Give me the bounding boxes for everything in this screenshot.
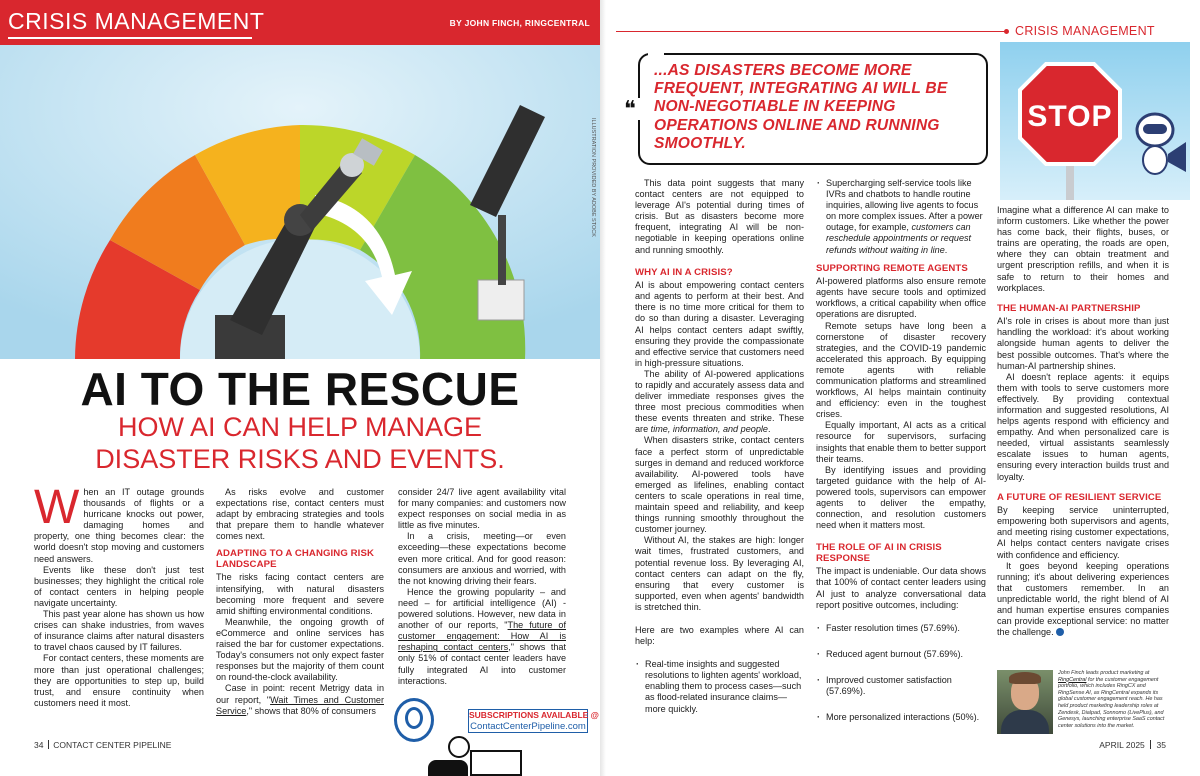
outcome-item: · Reduced agent burnout (57.69%). xyxy=(816,649,986,660)
megaphone-icon xyxy=(1168,142,1186,172)
footer-divider xyxy=(1150,740,1151,749)
stop-sign-text: STOP xyxy=(1027,100,1113,133)
pull-quote-text: ...AS DISASTERS BECOME MORE FREQUENT, INTEGRATING AI WILL BE NON-NEGOTIABLE IN KEEPING OPERATIONS ONLINE AND RUNNING SMOOTHLY. xyxy=(654,62,948,152)
heading-remote-agents: SUPPORTING REMOTE AGENTS xyxy=(816,262,968,274)
heading-resilient-service: A FUTURE OF RESILIENT SERVICE xyxy=(997,491,1162,503)
subscription-ad[interactable] xyxy=(386,686,599,776)
laptop-figure-icon xyxy=(428,736,528,776)
right-col2-para: Equally important, AI acts as a critical resource for supervisors, surfacing insights that enable them to better support their teams. xyxy=(816,420,986,464)
stop-illustration xyxy=(1000,42,1190,200)
right-col2-para: The impact is undeniable. Our data shows that 100% of contact center leaders using AI just to analyze conversational data report positive outcomes, including: xyxy=(816,566,986,610)
ad-text-box xyxy=(468,709,599,733)
right-section-bullet xyxy=(1004,29,1009,34)
list-item: · Supercharging self-service tools like IVRs and chatbots to handle routine inquiries, allowing live agents to focus on more complex issues. After a power outage, for example, customers can reschedule appointments or request refunds without waiting in line. xyxy=(816,178,986,256)
footer-divider xyxy=(48,740,49,749)
left-section-underline xyxy=(8,37,252,39)
headline: AI TO THE RESCUE xyxy=(80,363,520,415)
drop-cap: W xyxy=(34,481,80,534)
left-column-3 xyxy=(398,487,566,687)
outcome-item: · More personalized interactions (50%). xyxy=(816,712,986,723)
right-col2-para: By identifying issues and providing targeted guidance with the help of AI-powered tools, supervisors can empower agents to deliver the empathy, connection, and resolution customers need when it matters most. xyxy=(816,464,986,531)
left-section-header xyxy=(0,0,600,45)
left-col2-para: The risks facing contact centers are intensifying, with natural disasters becoming more frequent and severe amid shifting environmental conditions. xyxy=(216,572,384,616)
left-col1-para: For contact centers, these moments are more than just operational challenges; they are opportunities to step up, build trust, and ensure continuity when customers need it most. xyxy=(34,653,204,708)
machine-base xyxy=(478,280,524,320)
right-section-title: CRISIS MANAGEMENT xyxy=(1015,24,1155,38)
outcome-item: · Faster resolution times (57.69%). xyxy=(816,623,986,634)
page-gutter xyxy=(600,0,606,776)
right-section-rule xyxy=(616,31,1006,32)
left-col3-para: In a crisis, meeting—or even exceeding—these expectations become even more critical. And for good reason: consumers are anxious and worried, with the not knowing driving their fears. xyxy=(398,531,566,586)
author-photo xyxy=(997,670,1053,734)
machine-post xyxy=(498,215,506,285)
right-col1-para: AI is about empowering contact centers and agents to perform at their best. And there is no time more critical for them to do so than during a disaster. Leveraging AI helps contact centers adapt swiftly, ensuring they provide the compassionate and effective service that customers need in high-pressure situations. xyxy=(635,280,804,368)
heading-role-of-ai: THE ROLE OF AI IN CRISIS RESPONSE xyxy=(816,542,942,564)
right-col1-para: Without AI, the stakes are high: longer wait times, frustrated customers, and potential revenue loss. By leveraging AI, contact centers can adapt on the fly, ensuring that every customer is supported, even when agents' bandwidth is stretched thin. xyxy=(635,535,804,612)
right-column-2 xyxy=(816,178,986,731)
robot-body xyxy=(1143,146,1167,174)
heading-human-ai: THE HUMAN-AI PARTNERSHIP xyxy=(997,302,1141,314)
heading-why-ai: WHY AI IN A CRISIS? xyxy=(635,266,733,278)
examples-list-continued xyxy=(816,178,986,256)
left-col1-para: This past year alone has shown us how crises can shake industries, from waves of insurance claims after natural disasters to travel chaos caused by IT failures. xyxy=(34,609,204,653)
left-column-1 xyxy=(34,481,204,709)
left-col2-para: Meanwhile, the ongoing growth of eCommerce and online services has raised the bar for customer expectations. Today's consumers not only expect faster responses but the majority of them count on round-the-clock availability. xyxy=(216,616,384,683)
subhead-line2: DISASTER RISKS AND EVENTS. xyxy=(95,444,505,474)
right-col1-para: When disasters strike, contact centers face a perfect storm of unpredictable surges in demand and reduced workforce availability. AI-powered tools have emerged as lifelines, enabling contact centers to scale operations in real time, maintain speed and reliability, and keep things running smoothly throughout the customer journey. xyxy=(635,435,804,535)
right-col3-para: Imagine what a difference AI can make to inform customers. Like whether the power has come back, their flights, buses, or trains are operating, the roads are open, where they can obtain treatment and urgent prescription refills, and when it is safe to return to their homes and workplaces. xyxy=(997,205,1169,293)
right-col3-para: AI's role in crises is about more than just handling the workload: it's about working alongside human agents to deliver the best possible outcomes. That's where the human-AI partnership shines. xyxy=(997,316,1169,371)
right-page-number: 35 xyxy=(1156,740,1166,750)
ad-line2[interactable]: ContactCenterPipeline.com xyxy=(470,721,586,732)
quote-icon: ❝ xyxy=(624,98,642,120)
link-future-engagement-report[interactable]: The future of customer engagement: How AI is reshaping contact centers xyxy=(398,620,567,653)
hero-illustration xyxy=(0,45,600,359)
left-publication-name: CONTACT CENTER PIPELINE xyxy=(53,740,172,750)
left-column-2 xyxy=(216,487,384,717)
ad-line1: SUBSCRIPTIONS AVAILABLE @ xyxy=(469,710,599,720)
robot-visor xyxy=(1143,124,1167,134)
examples-list xyxy=(635,659,804,714)
left-col1-para: hen an IT outage grounds thousands of flights or a hurricane knocks out power, damaging homes and property, one thing becomes clear: the world doesn't stop moving and customers need answers. xyxy=(34,487,204,564)
left-footer xyxy=(34,740,171,750)
right-footer xyxy=(1099,740,1166,750)
gauge-robot-illustration xyxy=(0,45,600,359)
left-col2-para: Case in point: recent Metrigy data in our report, "Wait Times and Customer Service," shows that 80% of consumers xyxy=(216,683,384,716)
right-col1-para: This data point suggests that many contact centers are not equipped to leverage AI's potential during times of crisis. But as disasters become more frequent, integrating AI will be non-negotiable in keeping operations online and running smoothly. xyxy=(635,178,804,255)
end-mark-icon xyxy=(1056,628,1064,636)
right-col2-para: AI-powered platforms also ensure remote agents have secure tools and optimized workflows, a critical capability when office operations are disrupted. xyxy=(816,276,986,320)
left-col3-para: consider 24/7 live agent availability vital for many companies: and customers now expect responses on social media in as little as five minutes. xyxy=(398,487,566,531)
left-col2-para: As risks evolve and customer expectations rise, contact centers must adapt by embracing strategies and tools that prepare them to handle whatever comes next. xyxy=(216,487,384,542)
heading-adapting: ADAPTING TO A CHANGING RISK LANDSCAPE xyxy=(216,548,374,570)
left-col1-para: Events like these don't just test businesses; they highlight the critical role of contact centers in helping people navigate uncertainty. xyxy=(34,564,204,608)
list-item: · Real-time insights and suggested resolutions to lighten agents' workload, enabling them to process cases—such as flood-related insurance claims—more quickly. xyxy=(635,659,804,714)
subhead-line1: HOW AI CAN HELP MANAGE xyxy=(117,412,483,442)
byline: BY JOHN FINCH, RINGCENTRAL xyxy=(449,18,590,28)
link-ringcentral[interactable]: RingCentral xyxy=(1058,676,1087,683)
right-col3-para: By keeping service uninterrupted, empowering both supervisors and agents, and meeting rising customer expectations, AI helps contact centers navigate crises with confidence and efficiency. xyxy=(997,505,1169,560)
right-column-3 xyxy=(997,205,1169,638)
outcome-item: · Improved customer satisfaction (57.69%). xyxy=(816,675,986,697)
outcomes-list xyxy=(816,623,986,723)
left-col3-para: Hence the growing popularity – and need – for artificial intelligence (AI) -powered solutions. However, new data in another of our reports, "The future of customer engagement: How AI is reshaping contact centers," shows that only 51% of contact center leaders have fully integrated AI into customer interactions. xyxy=(398,586,567,686)
pull-quote-mask-top xyxy=(648,50,664,58)
right-col3-para: It goes beyond keeping operations running; it's about delivering experiences that customers remember. In an unpredictable world, the right blend of AI and human expertise ensures companies can provide exceptional service: no matter the challenge. xyxy=(997,560,1169,638)
link-wait-times-report[interactable]: Wait Times and Customer Service xyxy=(216,694,384,716)
right-col1-para: Here are two examples where AI can help: xyxy=(635,624,804,647)
author-bio: John Finch leads product marketing at RingCentral for the customer engagement portfolio, which includes RingCX and RingSense AI, as RingCentral expands its global customer engagement reach. He has held product marketing leadership roles at Zendesk, Dialpad, Sonnomo (LivePlus), and Genesys, launching enterprise SaaS contact center solutions into the market. xyxy=(1058,670,1165,729)
right-column-1 xyxy=(635,178,804,723)
left-section-title: CRISIS MANAGEMENT xyxy=(8,8,265,34)
illustration-credit: ILLUSTRATION PROVIDED BY ADOBE STOCK xyxy=(590,118,596,237)
right-col1-para: The ability of AI-powered applications to rapidly and accurately assess data and deliver immediate responses gives the three most precious commodities when these events threaten and strike. These are time, information, and people. xyxy=(635,368,804,435)
left-page-number: 34 xyxy=(34,740,44,750)
issue-date: APRIL 2025 xyxy=(1099,740,1145,750)
right-col2-para: Remote setups have long been a cornerstone of disaster recovery strategies, and the COVID-19 pandemic accelerated this approach. By equipping remote agents with reliable communication platforms and streamlined workflows, AI helps maintain continuity and efficiency: even in the toughest crises. xyxy=(816,320,986,420)
right-col3-para: AI doesn't replace agents: it equips them with tools to serve customers more effectively. By providing contextual information and suggested resolutions, AI helps agents respond with efficiency and empathy. And when personalized care is needed, virtual assistants seamlessly escalate issues to human agents, ensuring every interaction builds trust and loyalty. xyxy=(997,371,1169,482)
